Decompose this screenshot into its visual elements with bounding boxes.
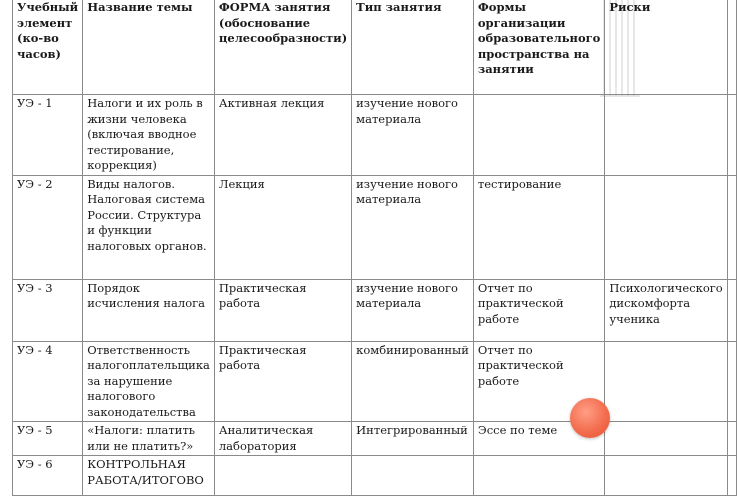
cell-risks	[605, 341, 727, 422]
header-risks: Риски	[605, 0, 727, 95]
cell-risks	[605, 422, 727, 456]
cell-lesson-type: изучение нового материала	[352, 175, 474, 279]
cell-form: Практическая работа	[214, 341, 351, 422]
cell-organization-form: тестирование	[473, 175, 604, 279]
table-row	[13, 341, 737, 422]
cell-organization-form: Эссе по теме	[473, 422, 604, 456]
table-row	[13, 422, 737, 456]
table-row	[13, 175, 737, 279]
cell-topic: Порядок исчисления налога	[83, 279, 215, 341]
header-organization-forms: Формы организации образовательного пространства на занятии	[473, 0, 604, 95]
cell-form	[214, 456, 351, 496]
cell-lesson-type	[352, 456, 474, 496]
header-extra	[727, 0, 736, 95]
cell-extra	[727, 279, 736, 341]
table-row	[13, 456, 737, 496]
cell-lesson-type: Интегрированный	[352, 422, 474, 456]
cell-risks: Психологического дискомфорта ученика	[605, 279, 727, 341]
cell-form: Активная лекция	[214, 95, 351, 176]
cell-risks	[605, 456, 727, 496]
cell-topic: «Налоги: платить или не платить?»	[83, 422, 215, 456]
cell-risks	[605, 175, 727, 279]
cell-unit: УЭ - 6	[13, 456, 83, 496]
table-header-row	[13, 0, 737, 95]
cell-organization-form: Отчет по практической работе	[473, 341, 604, 422]
cell-form: Лекция	[214, 175, 351, 279]
cell-organization-form	[473, 95, 604, 176]
cell-topic: Ответственность налогоплательщика за нарушение налогового законодательства	[83, 341, 215, 422]
cell-unit: УЭ - 5	[13, 422, 83, 456]
cell-organization-form	[473, 456, 604, 496]
orange-circle-ornament	[570, 398, 610, 438]
cell-organization-form: Отчет по практической работе	[473, 279, 604, 341]
cell-unit: УЭ - 2	[13, 175, 83, 279]
header-topic: Название темы	[83, 0, 215, 95]
table-row	[13, 279, 737, 341]
cell-form: Практическая работа	[214, 279, 351, 341]
cell-lesson-type: изучение нового материала	[352, 95, 474, 176]
cell-lesson-type: изучение нового материала	[352, 279, 474, 341]
cell-topic: Виды налогов. Налоговая система России. Структура и функции налоговых органов.	[83, 175, 215, 279]
header-form: ФОРМА занятия (обоснование целесообразности)	[214, 0, 351, 95]
header-unit: Учебный элемент (ко-во часов)	[13, 0, 83, 95]
cell-extra	[727, 456, 736, 496]
table-row	[13, 95, 737, 176]
cell-unit: УЭ - 3	[13, 279, 83, 341]
cell-unit: УЭ - 4	[13, 341, 83, 422]
cell-topic: КОНТРОЛЬНАЯ РАБОТА/ИТОГОВО	[83, 456, 215, 496]
header-lesson-type: Тип занятия	[352, 0, 474, 95]
cell-lesson-type: комбинированный	[352, 341, 474, 422]
cell-form: Аналитическая лаборатория	[214, 422, 351, 456]
cell-extra	[727, 341, 736, 422]
cell-extra	[727, 175, 736, 279]
cell-risks	[605, 95, 727, 176]
cell-unit: УЭ - 1	[13, 95, 83, 176]
cell-topic: Налоги и их роль в жизни человека (включая вводное тестирование, коррекция)	[83, 95, 215, 176]
cell-extra	[727, 95, 736, 176]
cell-extra	[727, 422, 736, 456]
lesson-plan-table	[12, 0, 737, 496]
